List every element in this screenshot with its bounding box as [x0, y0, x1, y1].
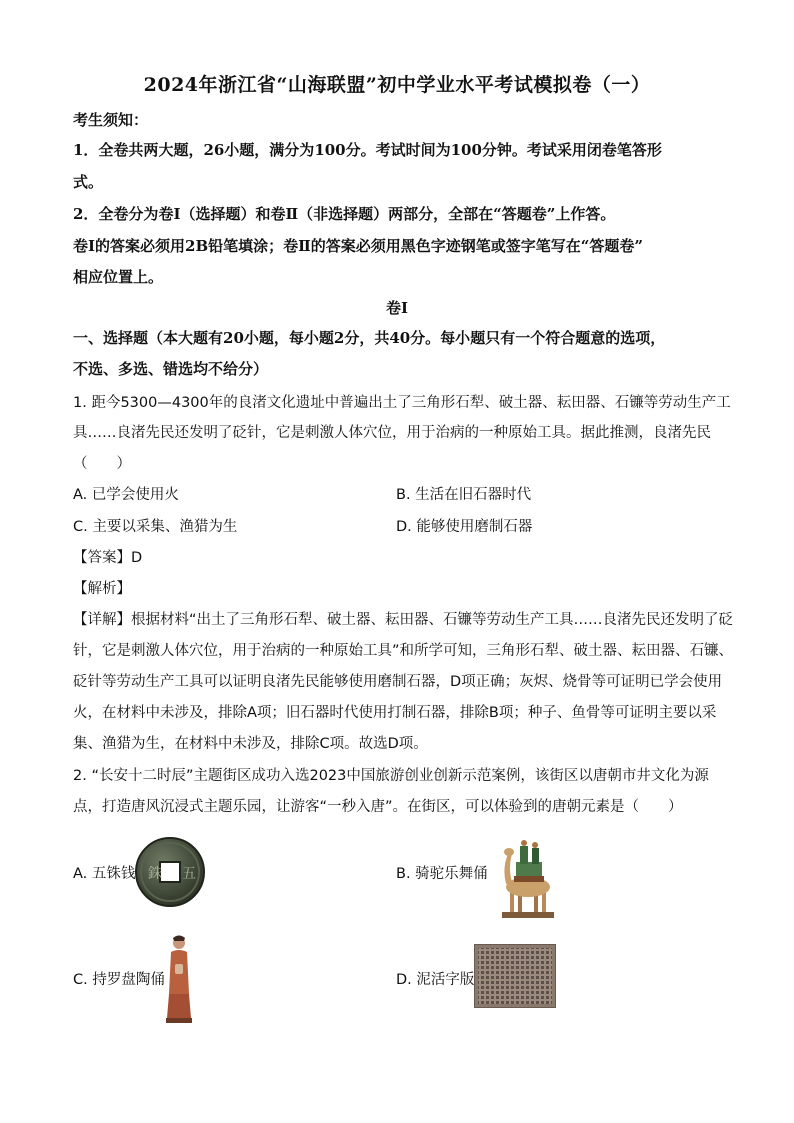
q1-detail-3: 砭针等劳动生产工具可以证明良渚先民能够使用磨制石器，D项正确；灰烬、烧骨等可证明已学会使用: [73, 674, 723, 690]
section-heading: 一、选择题（本大题有20小题，每小题2分，共40分。每小题只有一个符合题意的选项，: [73, 329, 666, 347]
q1-option-d[interactable]: D. 能够使用磨制石器: [396, 519, 533, 535]
notice-item-2-end: 相应位置上。: [73, 268, 164, 286]
coin-image: [133, 836, 207, 908]
section-label: 卷Ⅰ: [385, 299, 409, 317]
clay-type-plate-icon: [475, 945, 555, 1007]
q2-option-d[interactable]: D. 泥活字版: [396, 972, 475, 988]
answer-tag: 【答案】: [73, 550, 131, 566]
q1-option-a[interactable]: A. 已学会使用火: [73, 487, 179, 503]
notice-item-1: 1．全卷共两大题，26小题，满分为100分。考试时间为100分钟。考试采用闭卷笔答形: [73, 141, 662, 159]
notice-heading: 考生须知：: [73, 111, 149, 129]
q2-option-a[interactable]: A. 五铢钱: [73, 866, 136, 882]
q1-detail-4: 火，在材料中未涉及，排除A项；旧石器时代使用打制石器，排除B项；种子、鱼骨等可证明主要以采: [73, 705, 717, 721]
section-heading-cont: 不选、多选、错选均不给分）: [73, 360, 269, 378]
exam-title: 2024年浙江省“山海联盟”初中学业水平考试模拟卷（一）: [143, 74, 651, 96]
q1-stem: 1. 距今5300—4300年的良渚文化遗址中普遍出土了三角形石犁、破土器、耘田器、石镰等劳动生产工: [73, 395, 731, 411]
q2-option-b[interactable]: B. 骑驼乐舞俑: [396, 866, 488, 882]
answer-value: D: [131, 550, 143, 566]
q1-option-b[interactable]: B. 生活在旧石器时代: [396, 487, 532, 503]
q1-answer: [73, 546, 142, 567]
camel-figurine-icon: [498, 832, 558, 922]
q1-analysis-tag: 【解析】: [73, 581, 131, 597]
wuzhu-coin-icon: [133, 836, 207, 908]
q2-stem: 2. “长安十二时辰”主题街区成功入选2023中国旅游创业创新示范案例，该街区以唐朝市井文化为源: [73, 768, 709, 784]
notice-item-2-cont: 卷Ⅰ的答案必须用2B铅笔填涂；卷Ⅱ的答案必须用黑色字迹钢笔或签字笔写在“答题卷”: [73, 237, 644, 255]
q1-option-c[interactable]: C. 主要以采集、渔猎为生: [73, 519, 238, 535]
clay-type-plate-image: [474, 944, 556, 1008]
pottery-figure-icon: [162, 934, 196, 1024]
q1-detail-1: 【详解】根据材料“出土了三角形石犁、破土器、耘田器、石镰等劳动生产工具……良渚先民还发明了砭: [73, 612, 734, 628]
q2-stem-cont: 点，打造唐风沉浸式主题乐园，让游客“一秒入唐”。在街区，可以体验到的唐朝元素是（ ）: [73, 799, 683, 815]
pottery-figure-image: [162, 934, 196, 1024]
coin-char-right: 五: [182, 866, 196, 882]
q2-option-c[interactable]: C. 持罗盘陶俑: [73, 972, 165, 988]
q1-blank: （ ）: [73, 456, 131, 472]
q1-detail-5: 集、渔猎为生，在材料中未涉及，排除C项。故选D项。: [73, 736, 428, 752]
notice-item-1-cont: 式。: [73, 173, 104, 191]
coin-char-left: 銖: [148, 866, 162, 882]
notice-item-2: 2．全卷分为卷Ⅰ（选择题）和卷Ⅱ（非选择题）两部分，全部在“答题卷”上作答。: [73, 205, 616, 223]
camel-figurine-image: [498, 832, 558, 922]
q1-stem-cont: 具……良渚先民还发明了砭针，它是刺激人体穴位，用于治病的一种原始工具。据此推测，良渚先民: [73, 425, 711, 441]
q1-detail-2: 针，它是刺激人体穴位，用于治病的一种原始工具”和所学可知，三角形石犁、破土器、耘田器、石镰、: [73, 643, 734, 659]
